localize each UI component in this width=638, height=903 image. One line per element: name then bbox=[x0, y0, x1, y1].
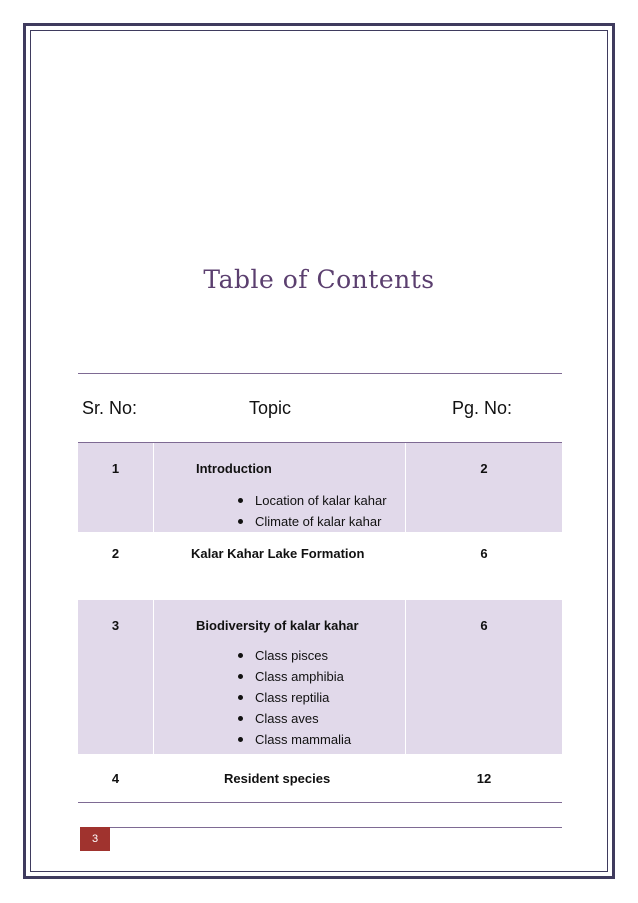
row-topic-label: Resident species bbox=[224, 771, 331, 786]
list-item: Class reptilia bbox=[238, 687, 405, 708]
row-page-no: 2 bbox=[480, 461, 488, 476]
list-item: Class amphibia bbox=[238, 666, 405, 687]
row-page-no: 6 bbox=[480, 546, 488, 561]
row-topic bbox=[154, 600, 406, 754]
row-sr-no: 4 bbox=[78, 754, 154, 802]
topic-bullet-list bbox=[196, 645, 405, 750]
row-topic-label: Introduction bbox=[196, 461, 272, 476]
row-topic bbox=[154, 754, 406, 802]
list-item: Climate of kalar kahar bbox=[238, 511, 405, 532]
row-topic-label: Biodiversity of kalar kahar bbox=[196, 618, 359, 633]
row-sr-no: 2 bbox=[78, 532, 154, 600]
header-topic: Topic bbox=[248, 397, 292, 418]
row-topic bbox=[154, 443, 406, 532]
row-sr-no: 1 bbox=[78, 443, 154, 532]
table-row bbox=[78, 443, 562, 532]
header-page-no: Pg. No: bbox=[452, 397, 513, 418]
header-sr-no: Sr. No: bbox=[82, 397, 138, 418]
row-topic-label: Kalar Kahar Lake Formation bbox=[191, 546, 365, 561]
list-item: Class aves bbox=[238, 708, 405, 729]
row-topic bbox=[154, 532, 406, 600]
page-number: 3 bbox=[80, 827, 110, 851]
table-row bbox=[78, 532, 562, 600]
table-row bbox=[78, 754, 562, 802]
list-item: Class pisces bbox=[238, 645, 405, 666]
row-sr-no: 3 bbox=[78, 600, 154, 754]
row-page-no: 6 bbox=[480, 618, 488, 633]
page-title: Table of Contents bbox=[203, 265, 435, 294]
row-page-no: 12 bbox=[476, 771, 492, 786]
list-item: Class mammalia bbox=[238, 729, 405, 750]
list-item: Location of kalar kahar bbox=[238, 490, 405, 511]
table-row bbox=[78, 600, 562, 754]
table-of-contents bbox=[78, 373, 562, 803]
table-header bbox=[78, 374, 562, 443]
topic-bullet-list bbox=[196, 490, 405, 532]
footer-divider bbox=[110, 827, 562, 828]
